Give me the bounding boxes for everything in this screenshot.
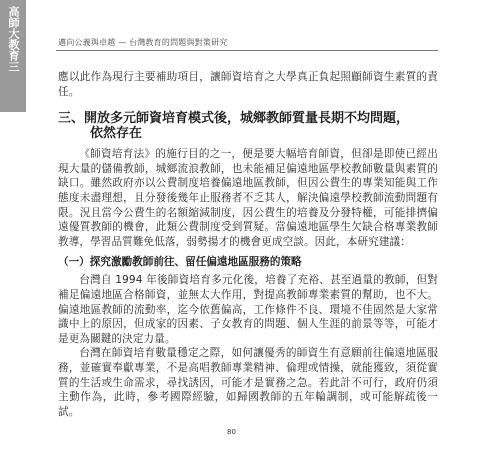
section-title-line1: 開放多元師資培育模式後，城鄉教師質量長期不均問題，: [84, 111, 410, 127]
page-body: [58, 70, 438, 419]
chapter-side-tab: [0, 0, 26, 112]
section-title-line2: 依然存在: [90, 126, 143, 142]
section-paragraph: 《師資培育法》的施行目的之一，便是要大幅培育師資，但卻是即使已經出現大量的儲備教師，城鄉流浪教師，也未能補足偏遠地區學校教師數量與素質的缺口。雖然政府亦以公費制度培養偏遠地區教師，但因公費生的專業知能與工作態度未盡理想，且分發後幾年止服務者不乏其人，解決偏遠學校教師流動問題有限。況且當今公費生的名額縮減制度，因公費生的培養及分發特權，可能排擠偏遠優質教師的機會，此類公費制度受到質疑。當偏遠地區學生欠缺合格專業教師教導，學習品質難免低落，弱勢揚才的機會更成空談。因此，本研究建議：: [58, 148, 438, 248]
section-heading: [58, 111, 438, 141]
subsection-paragraph-1: 台灣自 1994 年後師資培育多元化後，培養了充裕、甚至過量的教師，但對補足偏遠地區合格師資，並無太大作用，對提高教師專業素質的幫助，也不大。偏遠地區教師的流動率，迄今依舊偏高，工作條件不良、環境不佳固然是大家常識中上的原因，但成家的因素、子女教育的問題、個人生涯的前景等等，可能才是更為關鍵的決定力量。: [58, 274, 438, 345]
header-rule: [56, 50, 438, 51]
section-number: 三、: [58, 111, 85, 127]
subsection-number: （一）: [58, 256, 90, 269]
subsection-paragraph-2: 台灣在師資培育數量穩定之際，如何讓優秀的師資生有意願前往偏遠地區服務，並確實奉獻專業，不是高唱教師專業精神、倫理或情操，就能獲致，須從實質的生活或生命需求，尋找誘因，可能才是實務之急。若此計不可行，政府仍須主動作為，此時，參考國際經驗，如歸國教師的五年輪調制，或可能解疏後一試。: [58, 347, 438, 418]
subsection-heading: [58, 255, 438, 269]
subsection-title: 探究激勵教師前往、留任偏遠地區服務的策略: [89, 256, 302, 269]
chapter-side-tab-text: 高師大教育三: [7, 6, 20, 72]
page-number: 80: [227, 428, 236, 436]
intro-paragraph: 應以此作為現行主要補助項目，讓師資培育之大學真正負起照顧師資生素質的責任。: [58, 71, 438, 98]
running-header: 邁向公義與卓越 — 台灣教育的問題與對策研究: [58, 38, 228, 47]
